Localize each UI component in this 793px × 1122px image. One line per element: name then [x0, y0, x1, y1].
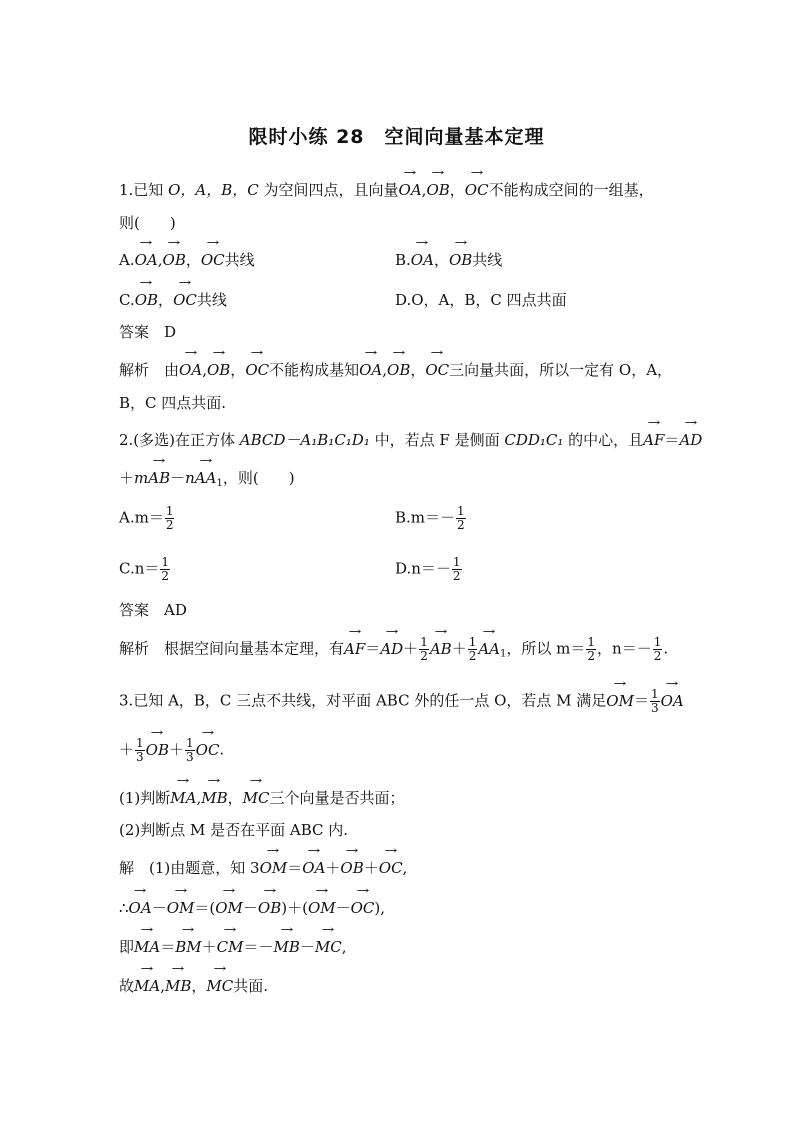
q2-analysis: 解析 根据空间向量基本定理，有→ AF＝→ AD＋ $\frac{1}{2}$ → AB＋ $\frac{1}{2}$ → $AA_1$，所以 m＝ $\frac{1}{2}$ ，n＝－ $\frac{1}{2}$ . — [119, 636, 668, 665]
q1-option-d: D.O，A，B，C 四点共面 — [395, 291, 567, 309]
fraction: $\frac{1}{2}$ — [161, 555, 170, 583]
fraction: $\frac{1}{2}$ — [165, 504, 174, 532]
fraction: $\frac{1}{3}$ — [186, 736, 194, 764]
q3-solution-line2: ∴→ OA－→ OM＝(→ OM－→ OB)＋(→ OM－→ OC), — [119, 898, 385, 918]
fraction: $\frac{1}{3}$ — [650, 687, 659, 715]
fraction: $\frac{1}{2}$ — [457, 504, 465, 532]
q1-stem-line2: 则( ) — [119, 214, 176, 232]
q1-option-b: B.→ OA，→ OB共线 — [395, 250, 502, 270]
fraction: $\frac{1}{2}$ — [468, 635, 477, 663]
q1-stem: 1.已知 O，A，B，C 为空间四点，且向量→ OA,→ OB，→ OC不能构成空间的一组基， — [119, 180, 654, 200]
q3-solution-line3: 即→ MA＝→ BM＋→ CM＝－→ MB－→ MC, — [119, 937, 347, 957]
q1-analysis-line2: B，C 四点共面. — [119, 394, 227, 412]
q2-stem: 2.(多选)在正方体 ABCD－A₁B₁C₁D₁ 中，若点 F 是侧面 CDD₁C₁ 的中心，且→ AF＝→ AD — [119, 430, 702, 450]
fraction: $\frac{1}{2}$ — [653, 635, 662, 663]
q2-answer: 答案 AD — [119, 601, 187, 619]
fraction: $\frac{1}{2}$ — [587, 635, 596, 663]
q2-option-b: B.m＝－ $\frac{1}{2}$ — [395, 504, 465, 532]
q3-subquestion-2: (2)判断点 M 是否在平面 ABC 内. — [119, 821, 349, 839]
q2-option-c: C.n＝ $\frac{1}{2}$ — [119, 555, 170, 583]
q2-stem-line2: $+m\to AB-n\to AA_1$，则( ) — [119, 468, 295, 494]
q1-option-a: A.→ OA,→ OB，→ OC共线 — [119, 250, 255, 270]
q3-stem-line2: ＋ $\frac{1}{3}$ → OB＋ $\frac{1}{3}$ → OC. — [119, 737, 224, 764]
q3-solution-line1: 解 (1)由题意，知 3→ OM＝→ OA＋→ OB＋→ OC, — [119, 858, 407, 878]
page-title: 限时小练 28 空间向量基本定理 — [248, 126, 545, 148]
q1-answer: 答案 D — [119, 323, 177, 341]
q2-option-d: D.n＝－ $\frac{1}{2}$ — [395, 555, 461, 583]
q3-solution-line4: 故→ MA,→ MB，→ MC共面. — [119, 976, 268, 996]
q3-stem: 3.已知 A，B，C 三点不共线，对平面 ABC 外的任一点 O，若点 M 满足→ OM＝ $\frac{1}{3}$ → OA — [119, 688, 684, 715]
fraction: $\frac{1}{3}$ — [136, 736, 144, 764]
q1-analysis: 解析 由→ OA,→ OB，→ OC不能构成基知→ OA,→ OB，→ OC三向量共面，所以一定有 O，A， — [119, 360, 672, 380]
q2-option-a: A.m＝ $\frac{1}{2}$ — [119, 504, 174, 532]
q3-subquestion-1: (1)判断→ MA,→ MB，→ MC三个向量是否共面； — [119, 788, 405, 808]
q1-option-c: C.→ OB，→ OC共线 — [119, 290, 227, 310]
fraction: $\frac{1}{2}$ — [452, 555, 461, 583]
fraction: $\frac{1}{2}$ — [420, 635, 428, 663]
